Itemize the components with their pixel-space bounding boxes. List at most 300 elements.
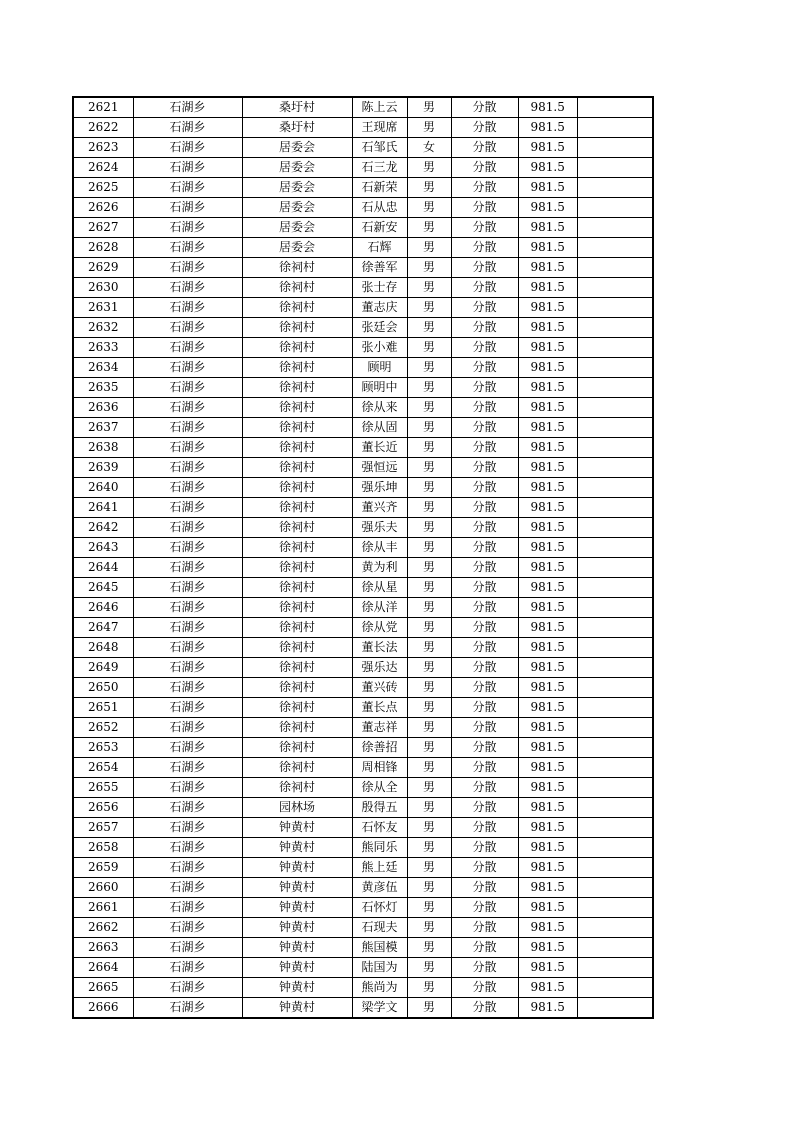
gender-cell: 男 <box>407 178 451 198</box>
table-row <box>73 798 653 818</box>
support-type-cell: 分散 <box>451 438 518 458</box>
gender-cell: 男 <box>407 798 451 818</box>
name-cell: 黄彦伍 <box>352 878 407 898</box>
amount-cell: 981.5 <box>518 358 577 378</box>
remarks-cell <box>577 918 653 938</box>
name-cell: 熊尚为 <box>352 978 407 998</box>
support-type-cell: 分散 <box>451 278 518 298</box>
name-cell: 强乐达 <box>352 658 407 678</box>
support-type-cell: 分散 <box>451 738 518 758</box>
support-type-cell: 分散 <box>451 198 518 218</box>
support-type-cell: 分散 <box>451 398 518 418</box>
gender-cell: 男 <box>407 378 451 398</box>
gender-cell: 男 <box>407 358 451 378</box>
row-number-cell: 2626 <box>73 198 133 218</box>
township-cell: 石湖乡 <box>133 938 242 958</box>
township-cell: 石湖乡 <box>133 158 242 178</box>
support-type-cell: 分散 <box>451 638 518 658</box>
name-cell: 强乐坤 <box>352 478 407 498</box>
row-number-cell: 2656 <box>73 798 133 818</box>
remarks-cell <box>577 158 653 178</box>
gender-cell: 男 <box>407 998 451 1019</box>
village-cell: 钟黄村 <box>242 878 352 898</box>
remarks-cell <box>577 378 653 398</box>
gender-cell: 男 <box>407 538 451 558</box>
village-cell: 徐祠村 <box>242 598 352 618</box>
township-cell: 石湖乡 <box>133 318 242 338</box>
township-cell: 石湖乡 <box>133 898 242 918</box>
table-row <box>73 778 653 798</box>
amount-cell: 981.5 <box>518 538 577 558</box>
table-row <box>73 958 653 978</box>
name-cell: 陈上云 <box>352 97 407 118</box>
name-cell: 王现席 <box>352 118 407 138</box>
amount-cell: 981.5 <box>518 318 577 338</box>
gender-cell: 男 <box>407 438 451 458</box>
table-row <box>73 358 653 378</box>
table-row <box>73 818 653 838</box>
gender-cell: 男 <box>407 898 451 918</box>
table-row <box>73 498 653 518</box>
support-type-cell: 分散 <box>451 818 518 838</box>
name-cell: 石邹氏 <box>352 138 407 158</box>
name-cell: 梁学文 <box>352 998 407 1019</box>
table-row <box>73 158 653 178</box>
village-cell: 徐祠村 <box>242 338 352 358</box>
amount-cell: 981.5 <box>518 258 577 278</box>
gender-cell: 男 <box>407 238 451 258</box>
row-number-cell: 2629 <box>73 258 133 278</box>
village-cell: 徐祠村 <box>242 258 352 278</box>
amount-cell: 981.5 <box>518 698 577 718</box>
row-number-cell: 2649 <box>73 658 133 678</box>
amount-cell: 981.5 <box>518 778 577 798</box>
remarks-cell <box>577 538 653 558</box>
village-cell: 居委会 <box>242 218 352 238</box>
row-number-cell: 2639 <box>73 458 133 478</box>
support-type-cell: 分散 <box>451 858 518 878</box>
support-type-cell: 分散 <box>451 658 518 678</box>
remarks-cell <box>577 418 653 438</box>
village-cell: 徐祠村 <box>242 458 352 478</box>
support-type-cell: 分散 <box>451 538 518 558</box>
row-number-cell: 2647 <box>73 618 133 638</box>
name-cell: 董志祥 <box>352 718 407 738</box>
table-row <box>73 478 653 498</box>
amount-cell: 981.5 <box>518 718 577 738</box>
name-cell: 石怀灯 <box>352 898 407 918</box>
row-number-cell: 2633 <box>73 338 133 358</box>
township-cell: 石湖乡 <box>133 518 242 538</box>
remarks-cell <box>577 578 653 598</box>
village-cell: 钟黄村 <box>242 938 352 958</box>
name-cell: 石从忠 <box>352 198 407 218</box>
remarks-cell <box>577 778 653 798</box>
amount-cell: 981.5 <box>518 198 577 218</box>
township-cell: 石湖乡 <box>133 558 242 578</box>
support-type-cell: 分散 <box>451 118 518 138</box>
support-type-cell: 分散 <box>451 598 518 618</box>
table-row <box>73 758 653 778</box>
support-type-cell: 分散 <box>451 718 518 738</box>
name-cell: 顾明 <box>352 358 407 378</box>
remarks-cell <box>577 938 653 958</box>
support-type-cell: 分散 <box>451 158 518 178</box>
remarks-cell <box>577 838 653 858</box>
gender-cell: 男 <box>407 758 451 778</box>
township-cell: 石湖乡 <box>133 298 242 318</box>
township-cell: 石湖乡 <box>133 138 242 158</box>
remarks-cell <box>577 498 653 518</box>
remarks-cell <box>577 318 653 338</box>
remarks-cell <box>577 238 653 258</box>
township-cell: 石湖乡 <box>133 398 242 418</box>
township-cell: 石湖乡 <box>133 758 242 778</box>
gender-cell: 男 <box>407 878 451 898</box>
amount-cell: 981.5 <box>518 338 577 358</box>
gender-cell: 男 <box>407 198 451 218</box>
gender-cell: 男 <box>407 938 451 958</box>
name-cell: 徐从固 <box>352 418 407 438</box>
village-cell: 园林场 <box>242 798 352 818</box>
remarks-cell <box>577 278 653 298</box>
remarks-cell <box>577 958 653 978</box>
township-cell: 石湖乡 <box>133 118 242 138</box>
amount-cell: 981.5 <box>518 898 577 918</box>
table-row <box>73 838 653 858</box>
name-cell: 徐从全 <box>352 778 407 798</box>
support-type-cell: 分散 <box>451 938 518 958</box>
support-type-cell: 分散 <box>451 378 518 398</box>
gender-cell: 男 <box>407 458 451 478</box>
amount-cell: 981.5 <box>518 618 577 638</box>
table-row <box>73 318 653 338</box>
name-cell: 石怀友 <box>352 818 407 838</box>
name-cell: 徐从来 <box>352 398 407 418</box>
village-cell: 居委会 <box>242 238 352 258</box>
name-cell: 董兴齐 <box>352 498 407 518</box>
gender-cell: 男 <box>407 958 451 978</box>
table-row <box>73 418 653 438</box>
name-cell: 徐善招 <box>352 738 407 758</box>
gender-cell: 女 <box>407 138 451 158</box>
remarks-cell <box>577 97 653 118</box>
table-row <box>73 398 653 418</box>
township-cell: 石湖乡 <box>133 958 242 978</box>
remarks-cell <box>577 138 653 158</box>
gender-cell: 男 <box>407 718 451 738</box>
township-cell: 石湖乡 <box>133 658 242 678</box>
row-number-cell: 2628 <box>73 238 133 258</box>
table-row <box>73 538 653 558</box>
amount-cell: 981.5 <box>518 378 577 398</box>
village-cell: 徐祠村 <box>242 718 352 738</box>
gender-cell: 男 <box>407 558 451 578</box>
support-type-cell: 分散 <box>451 238 518 258</box>
table-row <box>73 658 653 678</box>
amount-cell: 981.5 <box>518 438 577 458</box>
name-cell: 周相锋 <box>352 758 407 778</box>
row-number-cell: 2663 <box>73 938 133 958</box>
name-cell: 殷得五 <box>352 798 407 818</box>
township-cell: 石湖乡 <box>133 478 242 498</box>
amount-cell: 981.5 <box>518 418 577 438</box>
support-type-cell: 分散 <box>451 498 518 518</box>
row-number-cell: 2650 <box>73 678 133 698</box>
row-number-cell: 2640 <box>73 478 133 498</box>
amount-cell: 981.5 <box>518 498 577 518</box>
name-cell: 石新荣 <box>352 178 407 198</box>
village-cell: 钟黄村 <box>242 958 352 978</box>
remarks-cell <box>577 478 653 498</box>
township-cell: 石湖乡 <box>133 678 242 698</box>
support-type-cell: 分散 <box>451 178 518 198</box>
amount-cell: 981.5 <box>518 218 577 238</box>
gender-cell: 男 <box>407 218 451 238</box>
township-cell: 石湖乡 <box>133 498 242 518</box>
village-cell: 徐祠村 <box>242 658 352 678</box>
row-number-cell: 2630 <box>73 278 133 298</box>
row-number-cell: 2666 <box>73 998 133 1019</box>
name-cell: 董长点 <box>352 698 407 718</box>
township-cell: 石湖乡 <box>133 178 242 198</box>
table-row <box>73 518 653 538</box>
support-type-cell: 分散 <box>451 998 518 1019</box>
gender-cell: 男 <box>407 318 451 338</box>
support-type-cell: 分散 <box>451 478 518 498</box>
table-row <box>73 738 653 758</box>
name-cell: 张廷会 <box>352 318 407 338</box>
gender-cell: 男 <box>407 278 451 298</box>
table-row <box>73 578 653 598</box>
village-cell: 徐祠村 <box>242 618 352 638</box>
gender-cell: 男 <box>407 918 451 938</box>
table-row <box>73 178 653 198</box>
township-cell: 石湖乡 <box>133 218 242 238</box>
amount-cell: 981.5 <box>518 978 577 998</box>
name-cell: 徐从党 <box>352 618 407 638</box>
village-cell: 钟黄村 <box>242 838 352 858</box>
remarks-cell <box>577 218 653 238</box>
name-cell: 董长近 <box>352 438 407 458</box>
row-number-cell: 2623 <box>73 138 133 158</box>
remarks-cell <box>577 358 653 378</box>
row-number-cell: 2644 <box>73 558 133 578</box>
township-cell: 石湖乡 <box>133 238 242 258</box>
township-cell: 石湖乡 <box>133 638 242 658</box>
name-cell: 董长法 <box>352 638 407 658</box>
support-type-cell: 分散 <box>451 878 518 898</box>
remarks-cell <box>577 258 653 278</box>
village-cell: 钟黄村 <box>242 978 352 998</box>
village-cell: 徐祠村 <box>242 558 352 578</box>
support-type-cell: 分散 <box>451 898 518 918</box>
name-cell: 熊国模 <box>352 938 407 958</box>
table-row <box>73 97 653 118</box>
village-cell: 桑圩村 <box>242 97 352 118</box>
name-cell: 黄为利 <box>352 558 407 578</box>
table-row <box>73 598 653 618</box>
table-row <box>73 278 653 298</box>
gender-cell: 男 <box>407 618 451 638</box>
remarks-cell <box>577 638 653 658</box>
records-table <box>72 96 654 1019</box>
gender-cell: 男 <box>407 118 451 138</box>
table-row <box>73 618 653 638</box>
table-body <box>73 97 653 1018</box>
remarks-cell <box>577 658 653 678</box>
township-cell: 石湖乡 <box>133 258 242 278</box>
gender-cell: 男 <box>407 638 451 658</box>
village-cell: 徐祠村 <box>242 278 352 298</box>
gender-cell: 男 <box>407 298 451 318</box>
support-type-cell: 分散 <box>451 258 518 278</box>
gender-cell: 男 <box>407 158 451 178</box>
table-row <box>73 638 653 658</box>
township-cell: 石湖乡 <box>133 378 242 398</box>
table-row <box>73 458 653 478</box>
amount-cell: 981.5 <box>518 398 577 418</box>
village-cell: 徐祠村 <box>242 398 352 418</box>
amount-cell: 981.5 <box>518 818 577 838</box>
township-cell: 石湖乡 <box>133 418 242 438</box>
table-row <box>73 998 653 1019</box>
amount-cell: 981.5 <box>518 838 577 858</box>
row-number-cell: 2634 <box>73 358 133 378</box>
township-cell: 石湖乡 <box>133 738 242 758</box>
village-cell: 居委会 <box>242 198 352 218</box>
row-number-cell: 2625 <box>73 178 133 198</box>
village-cell: 徐祠村 <box>242 418 352 438</box>
table-row <box>73 238 653 258</box>
support-type-cell: 分散 <box>451 758 518 778</box>
township-cell: 石湖乡 <box>133 858 242 878</box>
gender-cell: 男 <box>407 678 451 698</box>
amount-cell: 981.5 <box>518 118 577 138</box>
amount-cell: 981.5 <box>518 458 577 478</box>
village-cell: 徐祠村 <box>242 538 352 558</box>
row-number-cell: 2645 <box>73 578 133 598</box>
support-type-cell: 分散 <box>451 97 518 118</box>
township-cell: 石湖乡 <box>133 818 242 838</box>
amount-cell: 981.5 <box>518 638 577 658</box>
village-cell: 徐祠村 <box>242 578 352 598</box>
name-cell: 强恒远 <box>352 458 407 478</box>
gender-cell: 男 <box>407 838 451 858</box>
row-number-cell: 2659 <box>73 858 133 878</box>
remarks-cell <box>577 898 653 918</box>
remarks-cell <box>577 438 653 458</box>
row-number-cell: 2636 <box>73 398 133 418</box>
row-number-cell: 2643 <box>73 538 133 558</box>
table-row <box>73 338 653 358</box>
amount-cell: 981.5 <box>518 998 577 1019</box>
amount-cell: 981.5 <box>518 918 577 938</box>
support-type-cell: 分散 <box>451 418 518 438</box>
table-row <box>73 198 653 218</box>
row-number-cell: 2637 <box>73 418 133 438</box>
amount-cell: 981.5 <box>518 598 577 618</box>
remarks-cell <box>577 818 653 838</box>
gender-cell: 男 <box>407 738 451 758</box>
row-number-cell: 2621 <box>73 97 133 118</box>
table-row <box>73 378 653 398</box>
gender-cell: 男 <box>407 578 451 598</box>
remarks-cell <box>577 718 653 738</box>
row-number-cell: 2622 <box>73 118 133 138</box>
remarks-cell <box>577 298 653 318</box>
village-cell: 居委会 <box>242 158 352 178</box>
table-row <box>73 878 653 898</box>
village-cell: 钟黄村 <box>242 898 352 918</box>
name-cell: 张小难 <box>352 338 407 358</box>
amount-cell: 981.5 <box>518 178 577 198</box>
support-type-cell: 分散 <box>451 458 518 478</box>
remarks-cell <box>577 518 653 538</box>
village-cell: 徐祠村 <box>242 438 352 458</box>
village-cell: 徐祠村 <box>242 778 352 798</box>
remarks-cell <box>577 118 653 138</box>
village-cell: 徐祠村 <box>242 738 352 758</box>
row-number-cell: 2652 <box>73 718 133 738</box>
support-type-cell: 分散 <box>451 678 518 698</box>
remarks-cell <box>577 978 653 998</box>
row-number-cell: 2624 <box>73 158 133 178</box>
village-cell: 徐祠村 <box>242 358 352 378</box>
row-number-cell: 2660 <box>73 878 133 898</box>
township-cell: 石湖乡 <box>133 618 242 638</box>
village-cell: 徐祠村 <box>242 498 352 518</box>
name-cell: 石新安 <box>352 218 407 238</box>
village-cell: 居委会 <box>242 138 352 158</box>
amount-cell: 981.5 <box>518 678 577 698</box>
row-number-cell: 2632 <box>73 318 133 338</box>
remarks-cell <box>577 698 653 718</box>
gender-cell: 男 <box>407 978 451 998</box>
village-cell: 徐祠村 <box>242 518 352 538</box>
township-cell: 石湖乡 <box>133 198 242 218</box>
gender-cell: 男 <box>407 498 451 518</box>
row-number-cell: 2646 <box>73 598 133 618</box>
table-row <box>73 138 653 158</box>
name-cell: 董兴砖 <box>352 678 407 698</box>
table-row <box>73 298 653 318</box>
village-cell: 桑圩村 <box>242 118 352 138</box>
support-type-cell: 分散 <box>451 958 518 978</box>
name-cell: 顾明中 <box>352 378 407 398</box>
amount-cell: 981.5 <box>518 658 577 678</box>
row-number-cell: 2635 <box>73 378 133 398</box>
township-cell: 石湖乡 <box>133 458 242 478</box>
support-type-cell: 分散 <box>451 618 518 638</box>
name-cell: 石三龙 <box>352 158 407 178</box>
township-cell: 石湖乡 <box>133 778 242 798</box>
row-number-cell: 2662 <box>73 918 133 938</box>
name-cell: 张士存 <box>352 278 407 298</box>
support-type-cell: 分散 <box>451 978 518 998</box>
table-row <box>73 258 653 278</box>
remarks-cell <box>577 678 653 698</box>
remarks-cell <box>577 758 653 778</box>
support-type-cell: 分散 <box>451 798 518 818</box>
remarks-cell <box>577 398 653 418</box>
gender-cell: 男 <box>407 418 451 438</box>
table-row <box>73 218 653 238</box>
village-cell: 徐祠村 <box>242 758 352 778</box>
remarks-cell <box>577 338 653 358</box>
amount-cell: 981.5 <box>518 478 577 498</box>
row-number-cell: 2651 <box>73 698 133 718</box>
